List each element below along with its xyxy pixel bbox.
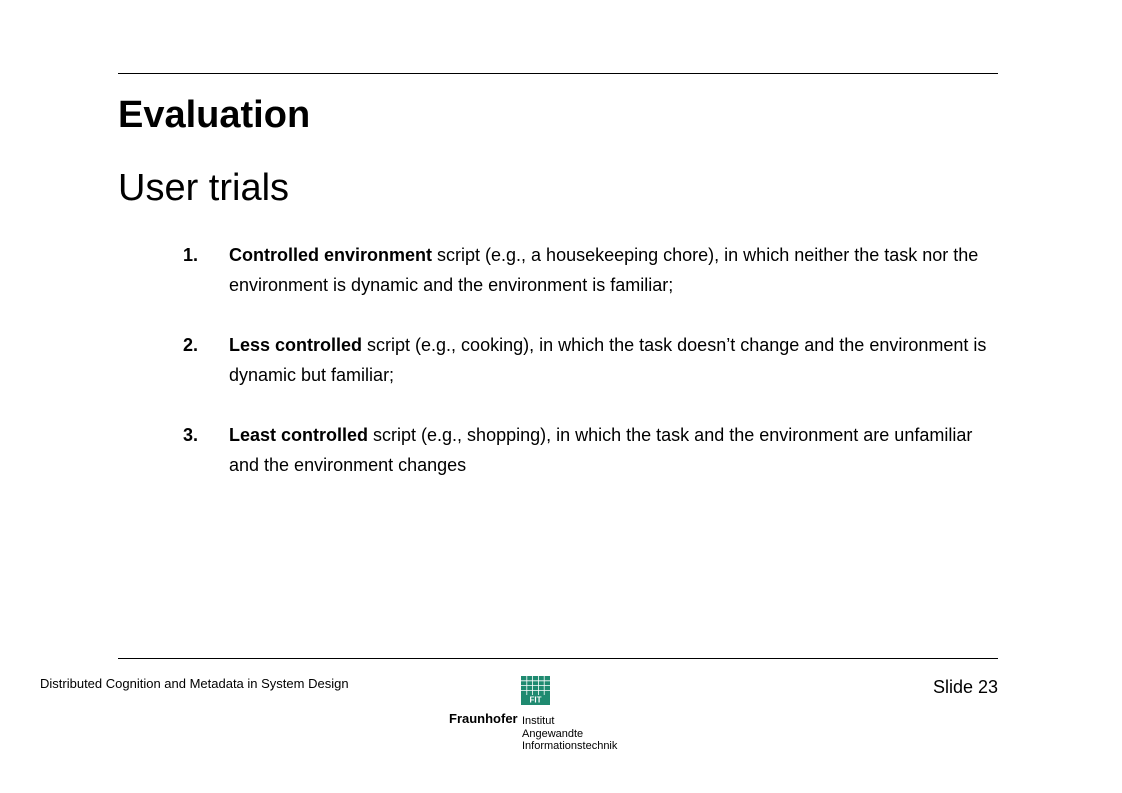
- fit-logo-icon: [521, 676, 550, 705]
- numbered-list: [183, 240, 993, 510]
- list-item-text: script (e.g., shopping), in which the task and the environment are unfamiliar and the environment changes: [229, 425, 973, 475]
- logo-line: Informationstechnik: [522, 740, 618, 752]
- logo-institute: [522, 715, 617, 753]
- fraunhofer-logo: [449, 676, 639, 758]
- list-item-number: 2.: [183, 335, 199, 355]
- list-item-term: Least controlled: [229, 425, 369, 445]
- logo-brand: Fraunhofer: [449, 711, 518, 726]
- list-item-number: 1.: [183, 245, 199, 265]
- footer-title: Distributed Cognition and Metadata in System Design: [40, 676, 349, 691]
- list-item-text: script (e.g., a housekeeping chore), in which neither the task nor the environment is dynamic and the environment is familiar;: [229, 245, 979, 295]
- logo-line: Institut: [522, 715, 555, 727]
- list-item: [183, 240, 993, 300]
- list-item: [183, 330, 993, 390]
- list-item-text: script (e.g., cooking), in which the task doesn’t change and the environment is dynamic but familiar;: [229, 335, 987, 385]
- list-item-term: Less controlled: [229, 335, 363, 355]
- bottom-divider: [118, 658, 998, 659]
- list-item-term: Controlled environment: [229, 245, 433, 265]
- slide-title: Evaluation: [118, 94, 311, 136]
- slide-number: Slide 23: [932, 677, 998, 697]
- logo-mark-text: FIT: [529, 695, 542, 705]
- list-item-number: 3.: [183, 425, 199, 445]
- top-divider: [118, 73, 998, 74]
- list-item: [183, 420, 993, 480]
- slide-subtitle: User trials: [118, 167, 290, 209]
- logo-line: Angewandte: [522, 727, 584, 740]
